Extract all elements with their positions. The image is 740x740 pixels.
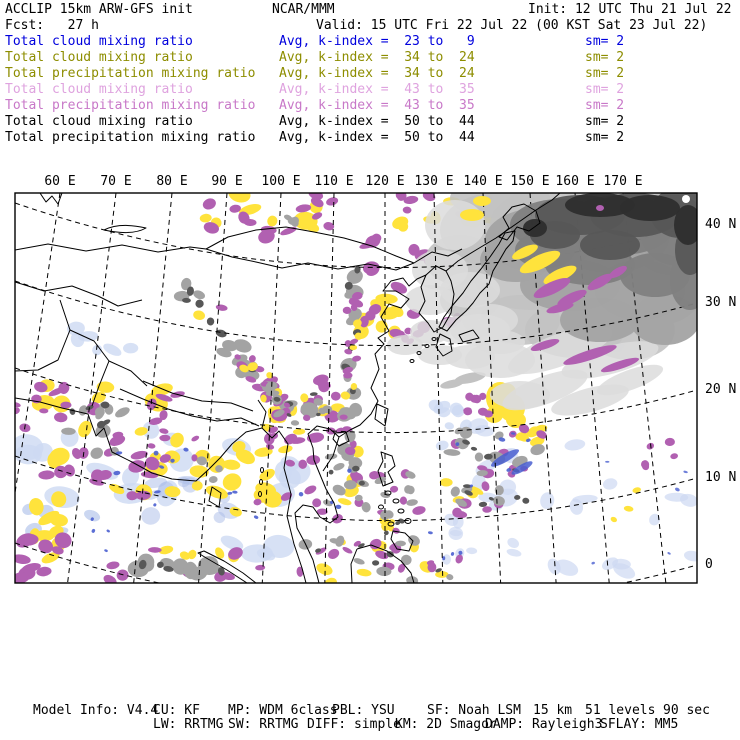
legend-label: Total cloud mixing ratio (5, 82, 193, 97)
legend-sm: sm= 2 (585, 130, 625, 145)
footer-sw: SW: RRTMG (228, 717, 299, 732)
model-title: ACCLIP 15km ARW-GFS init (5, 2, 193, 17)
center-name: NCAR/MMM (272, 2, 335, 17)
legend-label: Total cloud mixing ratio (5, 50, 193, 65)
lat-tick-label: 40 N (705, 217, 737, 232)
legend-sm: sm= 2 (585, 34, 625, 49)
lon-tick-label: 80 E (156, 174, 188, 189)
footer-sflay: SFLAY: MM5 (600, 717, 679, 732)
legend-sm: sm= 2 (585, 114, 625, 129)
legend-label: Total cloud mixing ratio (5, 114, 193, 129)
footer-res: 15 km (533, 703, 573, 718)
lon-tick-label: 70 E (100, 174, 132, 189)
footer-model-info: Model Info: V4.4 (33, 703, 159, 718)
lat-tick-label: 10 N (705, 470, 737, 485)
lon-tick-label: 130 E (414, 174, 454, 189)
lon-tick-label: 140 E (463, 174, 503, 189)
legend-stat: Avg, k-index = 34 to 24 (279, 50, 475, 65)
lat-tick-label: 30 N (705, 295, 737, 310)
footer-sf: SF: Noah LSM (427, 703, 521, 718)
lon-tick-label: 120 E (365, 174, 405, 189)
legend-label: Total cloud mixing ratio (5, 34, 193, 49)
valid-time: Valid: 15 UTC Fri 22 Jul 22 (00 KST Sat 23 Jul 22) (316, 18, 708, 33)
fcst-hour: Fcst: 27 h (5, 18, 99, 33)
footer-levels: 51 levels (585, 703, 656, 718)
footer-lw: LW: RRTMG (153, 717, 224, 732)
legend-label: Total precipitation mixing ratio (5, 130, 256, 145)
legend-label: Total precipitation mixing ratio (5, 66, 256, 81)
legend-stat: Avg, k-index = 43 to 35 (279, 98, 475, 113)
lat-tick-label: 20 N (705, 382, 737, 397)
lat-tick-label: 0 (705, 557, 713, 572)
footer-diff: DIFF: simple (307, 717, 401, 732)
legend-stat: Avg, k-index = 43 to 35 (279, 82, 475, 97)
lon-tick-label: 170 E (603, 174, 643, 189)
legend-stat: Avg, k-index = 34 to 24 (279, 66, 475, 81)
legend-sm: sm= 2 (585, 82, 625, 97)
footer-pbl: PBL: YSU (332, 703, 395, 718)
lon-tick-label: 150 E (510, 174, 550, 189)
footer-damp: DAMP: Rayleigh3 (485, 717, 603, 732)
lon-tick-label: 60 E (44, 174, 76, 189)
legend-sm: sm= 2 (585, 98, 625, 113)
init-time: Init: 12 UTC Thu 21 Jul 22 (528, 2, 732, 17)
footer-km: KM: 2D Smagor (395, 717, 497, 732)
lon-tick-label: 90 E (211, 174, 243, 189)
lon-tick-label: 110 E (314, 174, 354, 189)
legend-stat: Avg, k-index = 23 to 9 (279, 34, 475, 49)
footer-step: 90 sec (663, 703, 710, 718)
legend-sm: sm= 2 (585, 50, 625, 65)
legend-sm: sm= 2 (585, 66, 625, 81)
lon-tick-label: 100 E (261, 174, 301, 189)
legend-stat: Avg, k-index = 50 to 44 (279, 114, 475, 129)
legend-label: Total precipitation mixing ratio (5, 98, 256, 113)
footer-cu: CU: KF (153, 703, 200, 718)
legend-stat: Avg, k-index = 50 to 44 (279, 130, 475, 145)
footer-mp: MP: WDM 6class (228, 703, 338, 718)
lon-tick-label: 160 E (555, 174, 595, 189)
